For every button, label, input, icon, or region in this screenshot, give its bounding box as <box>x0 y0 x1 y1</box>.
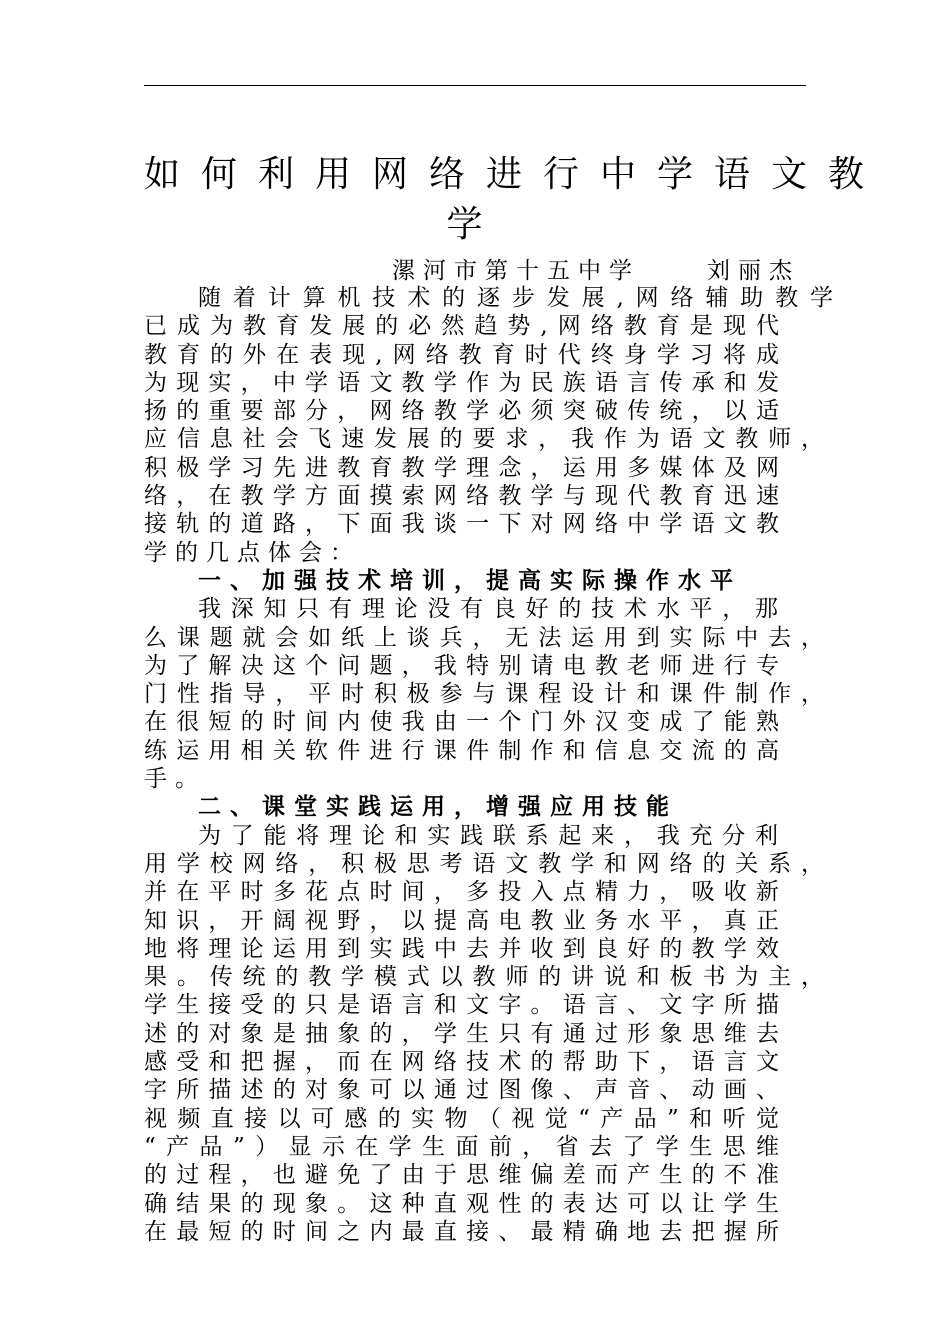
section-heading-1: 一、加强技术培训，提高实际操作水平 <box>198 566 742 594</box>
paragraph-line: 络，在教学方面摸索网络教学与现代教育迅速 <box>144 483 779 510</box>
paragraph-line: 用学校网络，积极思考语文教学和网络的关系， <box>144 850 824 877</box>
paragraph-line: 述的对象是抽象的，学生只有通过形象思维去 <box>144 1020 779 1047</box>
paragraph-line: 积极学习先进教育教学理念，运用多媒体及网 <box>144 454 779 481</box>
paragraph-line: “产品”）显示在学生面前，省去了学生思维 <box>144 1133 779 1160</box>
paragraph-line: 为现实，中学语文教学作为民族语言传承和发 <box>144 369 779 396</box>
paragraph-line: 我深知只有理论没有良好的技术水平，那 <box>198 596 778 623</box>
paragraph-line: 已成为教育发展的必然趋势,网络教育是现代 <box>144 313 779 340</box>
paragraph-line: 为了解决这个问题，我特别请电教老师进行专 <box>144 652 779 679</box>
paragraph-line: 果。传统的教学模式以教师的讲说和板书为主， <box>144 964 824 991</box>
paragraph-line: 字所描述的对象可以通过图像、声音、动画、 <box>144 1077 779 1104</box>
paragraph-line: 感受和把握，而在网络技术的帮助下，语言文 <box>144 1049 779 1076</box>
header-rule <box>144 85 806 86</box>
paragraph-line: 并在平时多花点时间，多投入点精力，吸收新 <box>144 879 779 906</box>
author-school: 漯河市第十五中学 <box>392 258 640 284</box>
paragraph-line: 确结果的现象。这种直观性的表达可以让学生 <box>144 1190 779 1217</box>
document-title <box>144 150 886 250</box>
document-body <box>144 284 833 1246</box>
paragraph-line: 门性指导，平时积极参与课程设计和课件制作， <box>144 681 824 708</box>
paragraph-line: 在最短的时间之内最直接、最精确地去把握所 <box>144 1218 779 1245</box>
paragraph-line: 在很短的时间内使我由一个门外汉变成了能熟 <box>144 709 779 736</box>
paragraph-line: 的过程，也避免了由于思维偏差而产生的不准 <box>144 1162 779 1189</box>
paragraph-line: 应信息社会飞速发展的要求，我作为语文教师， <box>144 426 824 453</box>
author-name: 刘丽杰 <box>707 258 800 284</box>
paragraph-line: 学的几点体会： <box>144 539 361 566</box>
paragraph-line: 知识，开阔视野，以提高电教业务水平，真正 <box>144 907 779 934</box>
paragraph-line: 接轨的道路，下面我谈一下对网络中学语文教 <box>144 511 779 538</box>
paragraph-line: 随着计算机技术的逐步发展,网络辅助教学 <box>198 285 833 311</box>
title-line-2: 学 <box>446 204 504 245</box>
paragraph-line: 手。 <box>144 766 206 793</box>
paragraph-line: 学生接受的只是语言和文字。语言、文字所描 <box>144 992 779 1019</box>
paragraph-line: 扬的重要部分，网络教学必须突破传统，以适 <box>144 398 779 425</box>
paragraph-line: 为了能将理论和实践联系起来，我充分利 <box>198 822 778 849</box>
paragraph-line: 视频直接以可感的实物（视觉“产品”和听觉 <box>144 1105 779 1132</box>
section-heading-2: 二、课堂实践运用，增强应用技能 <box>198 793 678 821</box>
paragraph-line: 练运用相关软件进行课件制作和信息交流的高 <box>144 737 779 764</box>
paragraph-line: 么课题就会如纸上谈兵，无法运用到实际中去， <box>144 624 824 651</box>
paragraph-line: 教育的外在表现,网络教育时代终身学习将成 <box>144 341 779 368</box>
paragraph-line: 地将理论运用到实践中去并收到良好的教学效 <box>144 935 779 962</box>
title-line-1: 如何利用网络进行中学语文教 <box>144 154 886 195</box>
